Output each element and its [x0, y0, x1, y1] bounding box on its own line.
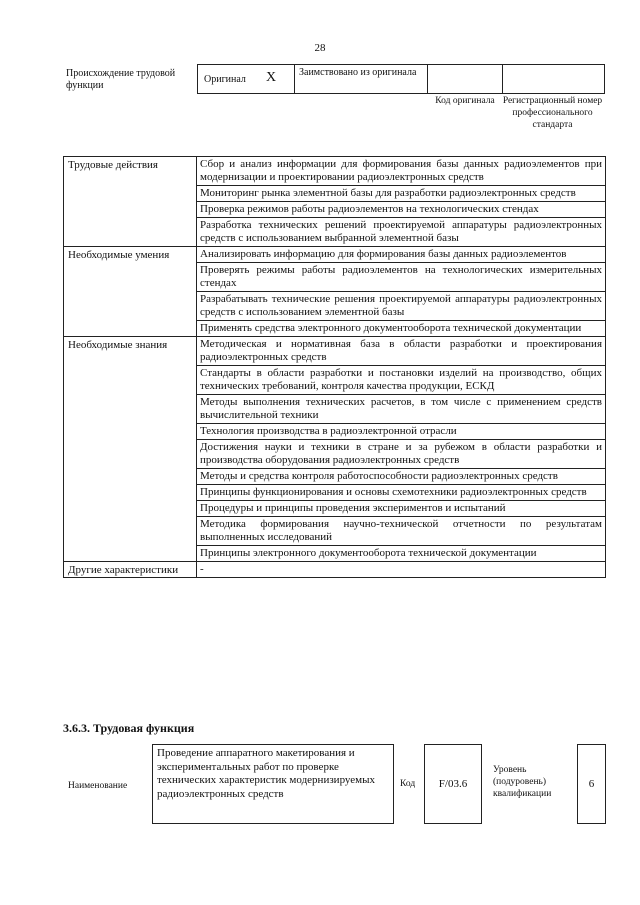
row-item-text: Проверка режимов работы радиоэлементов на технологических стендах — [197, 202, 606, 218]
row-item-text: Проверять режимы работы радиоэлементов на технологических измерительных стендах — [197, 263, 606, 292]
row-item-text: Методическая и нормативная база в области разработки и проектирования радиоэлектронных средств — [197, 337, 606, 366]
code-label: Код — [400, 779, 416, 789]
row-category-label: Необходимые знания — [64, 337, 197, 562]
row-item-text: Мониторинг рынка элементной базы для разработки радиоэлектронных средств — [197, 186, 606, 202]
labor-function-table — [63, 156, 606, 578]
level-label: Уровень (подуровень) квалификации — [493, 765, 552, 799]
row-item-text: Принципы функционирования и основы схемотехники радиоэлектронных средств — [197, 485, 606, 501]
row-item-text: Сбор и анализ информации для формирования базы данных радиоэлементов при модернизации и проектировании радиоэлектронных средств — [197, 157, 606, 186]
original-cell — [197, 64, 295, 94]
row-item-text: Методика формирования научно-технической отчетности по результатам выполненных исследований — [197, 517, 606, 546]
row-item-text: Достижения науки и техники в стране и за рубежом в области разработки и производства оборудования радиоэлектронных средств — [197, 440, 606, 469]
row-item-text: Анализировать информацию для формирования базы данных радиоэлементов — [197, 247, 606, 263]
row-item-text: Принципы электронного документооборота технической документации — [197, 546, 606, 562]
name-label: Наименование — [68, 781, 128, 791]
page-number: 28 — [314, 42, 326, 54]
row-item-text: Стандарты в области разработки и постановки изделий на производство, общих технических требований, контроля качества продукции, ЕСКД — [197, 366, 606, 395]
origin-label: Происхождение трудовой функции — [66, 68, 176, 91]
function-name-box: Проведение аппаратного макетирования и экспериментальных работ по проверке технических характеристик модернизируемых радиоэлектронных средств — [152, 744, 394, 824]
code-cell — [427, 64, 503, 94]
code-original-label: Код оригинала — [435, 96, 495, 106]
section-title: 3.6.3. Трудовая функция — [63, 721, 195, 735]
row-category-label: Необходимые умения — [64, 247, 197, 337]
original-mark: X — [266, 70, 277, 85]
code-box: F/03.6 — [424, 744, 482, 824]
row-item-text: Применять средства электронного документооборота технической документации — [197, 321, 606, 337]
row-item-text: - — [197, 562, 606, 578]
level-box: 6 — [577, 744, 606, 824]
original-label: Оригинал — [204, 74, 246, 85]
row-category-label: Другие характеристики — [64, 562, 197, 578]
row-item-text: Разрабатывать технические решения проектируемой аппаратуры радиоэлектронных средств с использованием элементной базы — [197, 292, 606, 321]
reg-number-label: Регистрационный номер профессионального стандарта — [502, 96, 603, 130]
row-category-label: Трудовые действия — [64, 157, 197, 247]
table-row — [64, 157, 606, 186]
reg-number-cell — [502, 64, 605, 94]
table-row — [64, 337, 606, 366]
borrowed-cell: Заимствовано из оригинала — [294, 64, 428, 94]
row-item-text: Методы выполнения технических расчетов, в том числе с применением средств вычислительной техники — [197, 395, 606, 424]
row-item-text: Технология производства в радиоэлектронной отрасли — [197, 424, 606, 440]
table-row — [64, 247, 606, 263]
row-item-text: Методы и средства контроля работоспособности радиоэлектронных средств — [197, 469, 606, 485]
row-item-text: Разработка технических решений проектируемой аппаратуры радиоэлектронных средств с использованием выбранной элементной базы — [197, 218, 606, 247]
table-row — [64, 562, 606, 578]
row-item-text: Процедуры и принципы проведения экспериментов и испытаний — [197, 501, 606, 517]
